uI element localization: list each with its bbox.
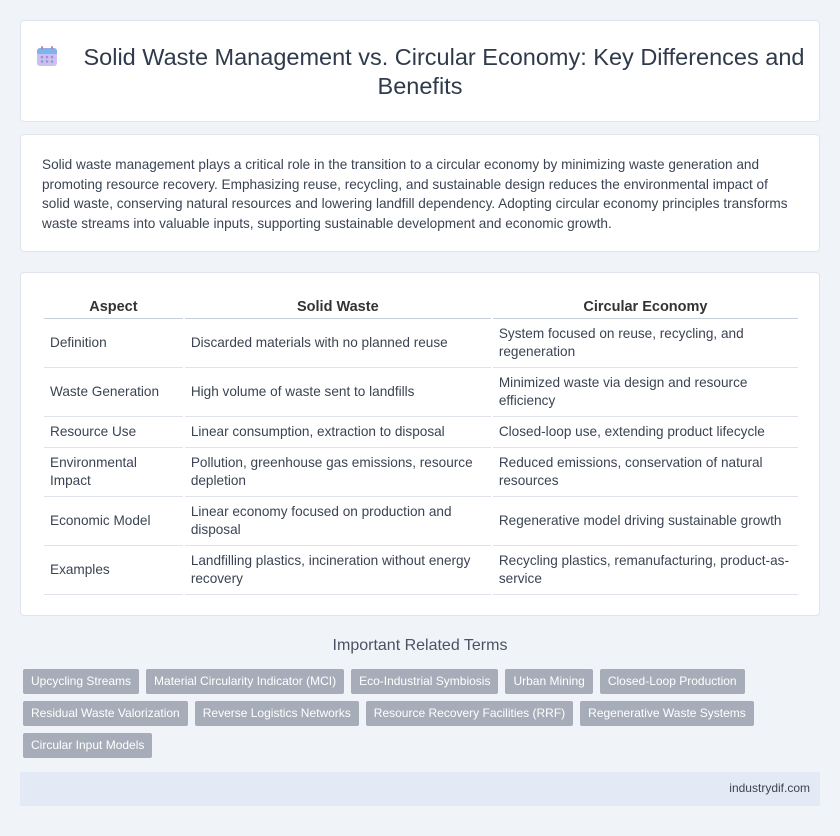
aspect-cell: Economic Model — [44, 497, 183, 546]
term-tag[interactable]: Eco-Industrial Symbiosis — [351, 669, 498, 694]
table-row — [44, 319, 798, 368]
table-row — [44, 546, 798, 595]
comparison-table-card — [20, 272, 820, 616]
page-title: Solid Waste Management vs. Circular Economy: Key Differences and Benefits — [83, 44, 805, 99]
circular-economy-cell: Reduced emissions, conservation of natural resources — [493, 448, 798, 497]
term-tag[interactable]: Circular Input Models — [23, 733, 152, 758]
circular-economy-cell: Recycling plastics, remanufacturing, product-as-service — [493, 546, 798, 595]
term-tag[interactable]: Resource Recovery Facilities (RRF) — [366, 701, 573, 726]
footer-bar — [20, 772, 820, 806]
term-tag[interactable]: Residual Waste Valorization — [23, 701, 188, 726]
solid-waste-cell: Linear consumption, extraction to disposal — [185, 417, 491, 448]
term-tag[interactable]: Upcycling Streams — [23, 669, 139, 694]
term-tag[interactable]: Material Circularity Indicator (MCI) — [146, 669, 344, 694]
related-terms-heading: Important Related Terms — [332, 637, 508, 654]
related-terms-list — [23, 669, 783, 758]
circular-economy-cell: Minimized waste via design and resource efficiency — [493, 368, 798, 417]
term-tag[interactable]: Regenerative Waste Systems — [580, 701, 754, 726]
footer-site-link[interactable]: industrydif.com — [729, 781, 810, 795]
header-circular-economy: Circular Economy — [493, 297, 798, 319]
table-row — [44, 417, 798, 448]
title-card — [20, 20, 820, 122]
term-tag[interactable]: Closed-Loop Production — [600, 669, 745, 694]
header-solid-waste: Solid Waste — [185, 297, 491, 319]
calendar-grid-icon — [36, 45, 58, 67]
aspect-cell: Environmental Impact — [44, 448, 183, 497]
solid-waste-cell: High volume of waste sent to landfills — [185, 368, 491, 417]
circular-economy-cell: Closed-loop use, extending product lifecycle — [493, 417, 798, 448]
circular-economy-cell: Regenerative model driving sustainable growth — [493, 497, 798, 546]
table-row — [44, 497, 798, 546]
term-tag[interactable]: Reverse Logistics Networks — [195, 701, 359, 726]
term-tag[interactable]: Urban Mining — [505, 669, 592, 694]
table-row — [44, 368, 798, 417]
aspect-cell: Examples — [44, 546, 183, 595]
aspect-cell: Resource Use — [44, 417, 183, 448]
intro-paragraph: Solid waste management plays a critical role in the transition to a circular economy by minimizing waste generation and promoting resource recovery. Emphasizing reuse, recycling, and sustainable design reduces the environmental impact of solid waste, conserving natural resources and lowering landfill dependency. Adopting circular economy principles transforms waste streams into valuable inputs, supporting sustainable development and economic growth. — [42, 157, 788, 231]
solid-waste-cell: Pollution, greenhouse gas emissions, resource depletion — [185, 448, 491, 497]
comparison-table — [42, 297, 800, 595]
table-header-row — [44, 297, 798, 319]
aspect-cell: Definition — [44, 319, 183, 368]
table-row — [44, 448, 798, 497]
page-title-block — [21, 43, 819, 101]
solid-waste-cell: Discarded materials with no planned reuse — [185, 319, 491, 368]
header-aspect: Aspect — [44, 297, 183, 319]
solid-waste-cell: Linear economy focused on production and disposal — [185, 497, 491, 546]
solid-waste-cell: Landfilling plastics, incineration without energy recovery — [185, 546, 491, 595]
intro-card — [20, 134, 820, 252]
circular-economy-cell: System focused on reuse, recycling, and regeneration — [493, 319, 798, 368]
aspect-cell: Waste Generation — [44, 368, 183, 417]
